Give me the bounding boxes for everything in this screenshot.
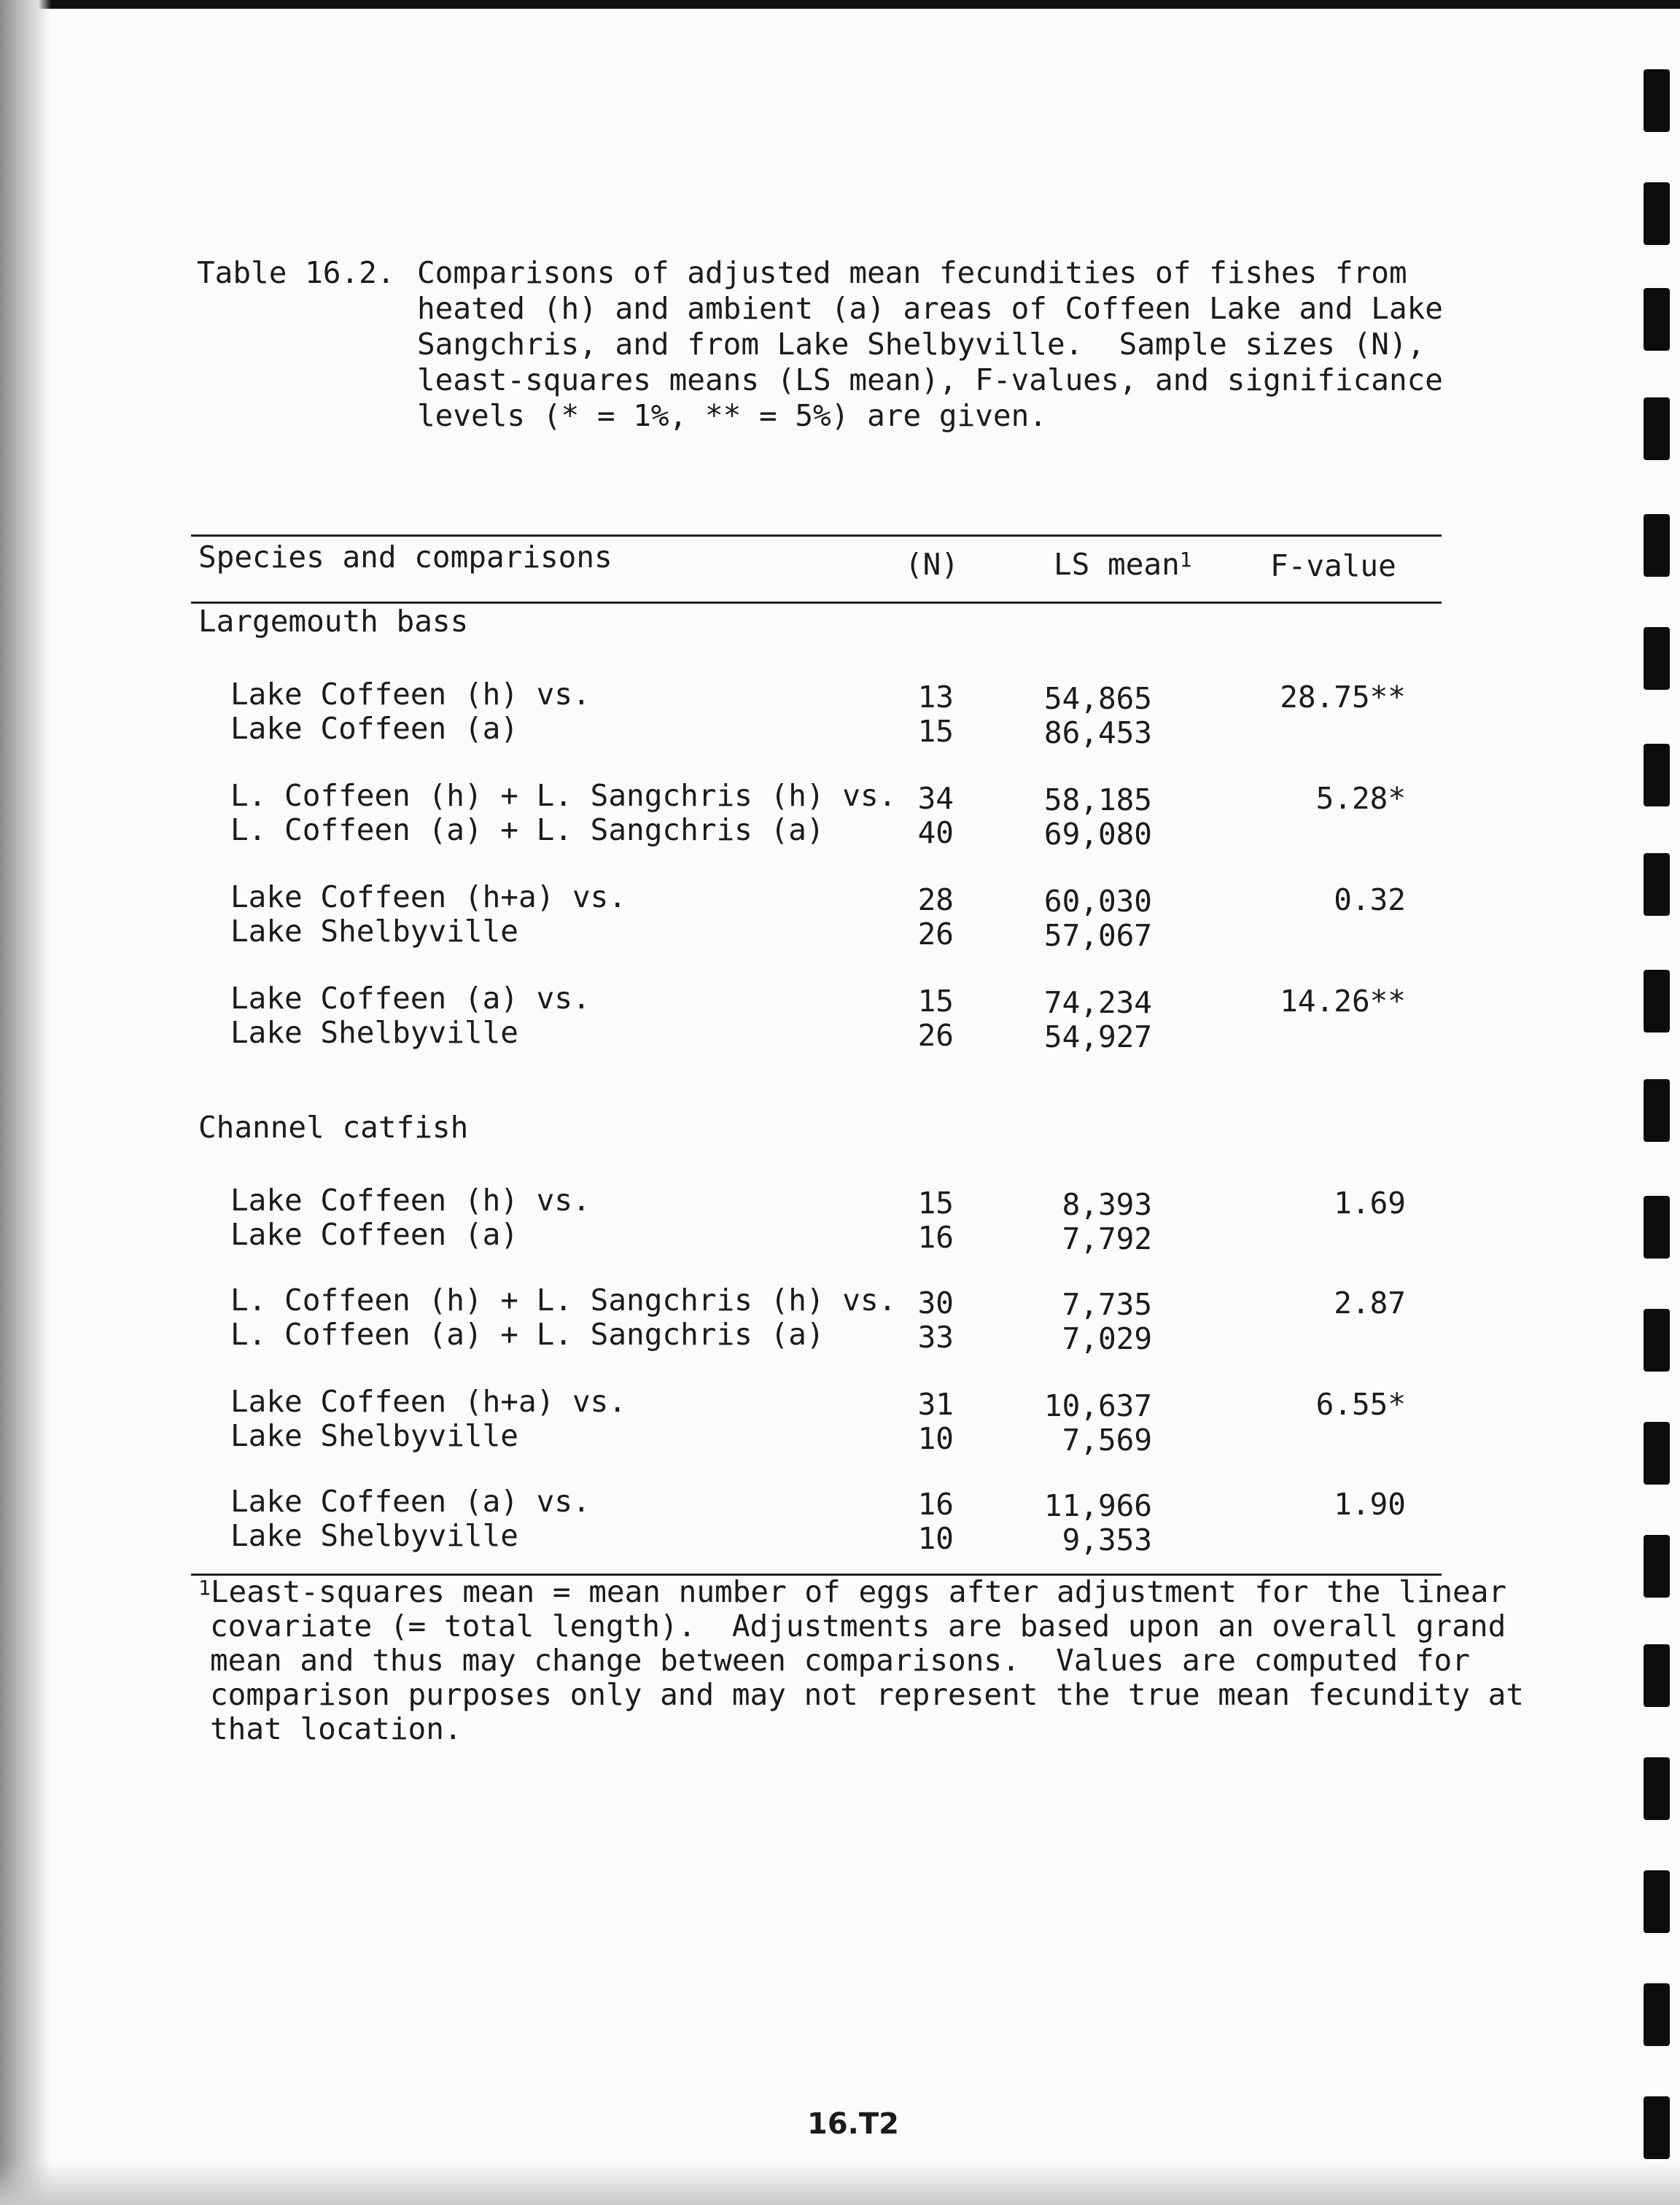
- punch-hole: [1644, 1079, 1670, 1142]
- ls-mean-cell: 54,865: [1043, 681, 1152, 716]
- ls-mean-cell: 54,927: [1043, 1019, 1152, 1054]
- ls-mean-cell: 9,353: [1062, 1522, 1152, 1558]
- f-value-cell: 1.90: [1334, 1487, 1406, 1522]
- punch-hole: [1644, 1535, 1670, 1598]
- footnote-line: covariate (= total length). Adjustments are based upon an overall grand: [210, 1609, 1506, 1644]
- caption-text: [417, 255, 1443, 434]
- comparison-label: Lake Coffeen (h+a) vs.: [230, 879, 627, 914]
- f-value-cell: 1.69: [1334, 1186, 1406, 1221]
- footnote-line: mean and thus may change between comparisons. Values are computed for: [210, 1643, 1470, 1678]
- ls-mean-cell: 10,637: [1043, 1388, 1152, 1423]
- comparison-label: Lake Coffeen (a) vs.: [230, 1484, 591, 1519]
- ls-mean-cell: 69,080: [1043, 817, 1152, 852]
- comparison-label: L. Coffeen (a) + L. Sangchris (a): [230, 812, 825, 847]
- sample-size-cell: 10: [917, 1421, 954, 1456]
- scan-top-edge: [0, 0, 1680, 9]
- ls-mean-cell: 7,792: [1062, 1221, 1152, 1256]
- ls-mean-cell: 86,453: [1043, 715, 1152, 750]
- header-f-value: F-value: [1270, 548, 1396, 583]
- f-value-cell: 6.55*: [1315, 1387, 1406, 1422]
- f-value-cell: 14.26**: [1280, 984, 1406, 1019]
- caption-line: levels (* = 1%, ** = 5%) are given.: [417, 398, 1047, 433]
- header-species: Species and comparisons: [198, 540, 612, 575]
- comparison-label: Lake Shelbyville: [230, 1418, 518, 1453]
- sample-size-cell: 15: [917, 714, 954, 749]
- comparison-label: L. Coffeen (h) + L. Sangchris (h) vs.: [230, 778, 897, 813]
- caption-line: least-squares means (LS mean), F-values, and significance: [417, 362, 1443, 397]
- table-top-rule: [191, 534, 1442, 537]
- punch-hole: [1644, 744, 1670, 806]
- punch-hole: [1644, 69, 1670, 132]
- punch-hole: [1644, 627, 1670, 690]
- punch-hole: [1644, 182, 1670, 245]
- f-value-cell: 2.87: [1334, 1286, 1406, 1321]
- sample-size-cell: 15: [917, 1186, 954, 1221]
- punch-hole: [1644, 397, 1670, 460]
- header-ls-mean: [1054, 547, 1192, 582]
- comparison-label: Lake Coffeen (a) vs.: [230, 981, 591, 1016]
- table-footnote: [198, 1574, 1524, 1746]
- punch-hole: [1644, 1983, 1670, 2046]
- sample-size-cell: 16: [917, 1220, 954, 1255]
- ls-mean-cell: 57,067: [1043, 918, 1152, 953]
- scan-left-edge-shadow: [0, 0, 51, 2205]
- table-number: Table 16.2.: [197, 255, 395, 290]
- caption-line: Comparisons of adjusted mean fecundities of fishes from: [417, 255, 1407, 290]
- comparison-label: Lake Coffeen (h) vs.: [230, 677, 591, 712]
- punch-hole: [1644, 1644, 1670, 1707]
- ls-mean-cell: 7,569: [1062, 1423, 1152, 1458]
- f-value-cell: 5.28*: [1315, 781, 1406, 816]
- ls-mean-cell: 58,185: [1043, 782, 1152, 817]
- header-ls-mean-footnote-mark: 1: [1179, 548, 1192, 572]
- comparison-label: L. Coffeen (a) + L. Sangchris (a): [230, 1317, 825, 1352]
- punch-hole: [1644, 1870, 1670, 1933]
- comparison-label: Lake Shelbyville: [230, 914, 518, 949]
- comparison-label: Lake Coffeen (a): [230, 711, 518, 746]
- footnote-line: comparison purposes only and may not represent the true mean fecundity at: [210, 1677, 1524, 1712]
- punch-hole: [1644, 853, 1670, 916]
- header-n: (N): [904, 547, 960, 582]
- sample-size-cell: 28: [917, 882, 954, 917]
- punch-hole: [1644, 1422, 1670, 1485]
- species-heading: Largemouth bass: [198, 604, 469, 639]
- footnote-line: that location.: [210, 1711, 462, 1746]
- sample-size-cell: 40: [917, 815, 954, 850]
- comparison-label: Lake Coffeen (h) vs.: [230, 1183, 591, 1218]
- ls-mean-cell: 74,234: [1043, 985, 1152, 1020]
- ls-mean-cell: 60,030: [1043, 884, 1152, 919]
- punch-hole: [1644, 970, 1670, 1032]
- punch-hole-strip: [1644, 0, 1673, 2205]
- sample-size-cell: 26: [917, 1018, 954, 1053]
- comparison-label: L. Coffeen (h) + L. Sangchris (h) vs.: [230, 1283, 897, 1318]
- punch-hole: [1644, 1196, 1670, 1259]
- sample-size-cell: 15: [917, 984, 954, 1019]
- sample-size-cell: 33: [917, 1320, 954, 1355]
- sample-size-cell: 16: [917, 1487, 954, 1522]
- footnote-text: Least-squares mean = mean number of eggs after adjustment for the linear: [210, 1574, 1507, 1609]
- punch-hole: [1644, 288, 1670, 351]
- comparison-label: Lake Shelbyville: [230, 1518, 518, 1553]
- sample-size-cell: 13: [917, 680, 954, 715]
- scan-bottom-edge-shadow: [0, 2161, 1680, 2205]
- ls-mean-cell: 8,393: [1062, 1187, 1152, 1222]
- comparison-label: Lake Coffeen (a): [230, 1217, 518, 1252]
- sample-size-cell: 31: [917, 1387, 954, 1422]
- footnote-line: [198, 1574, 1507, 1609]
- punch-hole: [1644, 1757, 1670, 1820]
- ls-mean-cell: 11,966: [1043, 1488, 1152, 1523]
- sample-size-cell: 10: [917, 1521, 954, 1556]
- header-ls-mean-label: LS mean: [1054, 547, 1180, 582]
- f-value-cell: 0.32: [1334, 882, 1406, 917]
- sample-size-cell: 30: [917, 1286, 954, 1321]
- caption-line: Sangchris, and from Lake Shelbyville. Sample sizes (N),: [417, 327, 1426, 362]
- punch-hole: [1644, 2096, 1670, 2159]
- f-value-cell: 28.75**: [1280, 680, 1406, 715]
- punch-hole: [1644, 514, 1670, 577]
- species-heading: Channel catfish: [198, 1110, 469, 1145]
- footnote-mark: 1: [198, 1576, 211, 1600]
- sample-size-cell: 26: [917, 917, 954, 952]
- comparison-label: Lake Coffeen (h+a) vs.: [230, 1384, 627, 1419]
- caption-line: heated (h) and ambient (a) areas of Coffeen Lake and Lake: [417, 291, 1443, 326]
- ls-mean-cell: 7,735: [1062, 1287, 1152, 1322]
- sample-size-cell: 34: [917, 781, 954, 816]
- comparison-label: Lake Shelbyville: [230, 1015, 518, 1050]
- page-number: 16.T2: [807, 2107, 899, 2141]
- ls-mean-cell: 7,029: [1062, 1321, 1152, 1356]
- punch-hole: [1644, 1309, 1670, 1372]
